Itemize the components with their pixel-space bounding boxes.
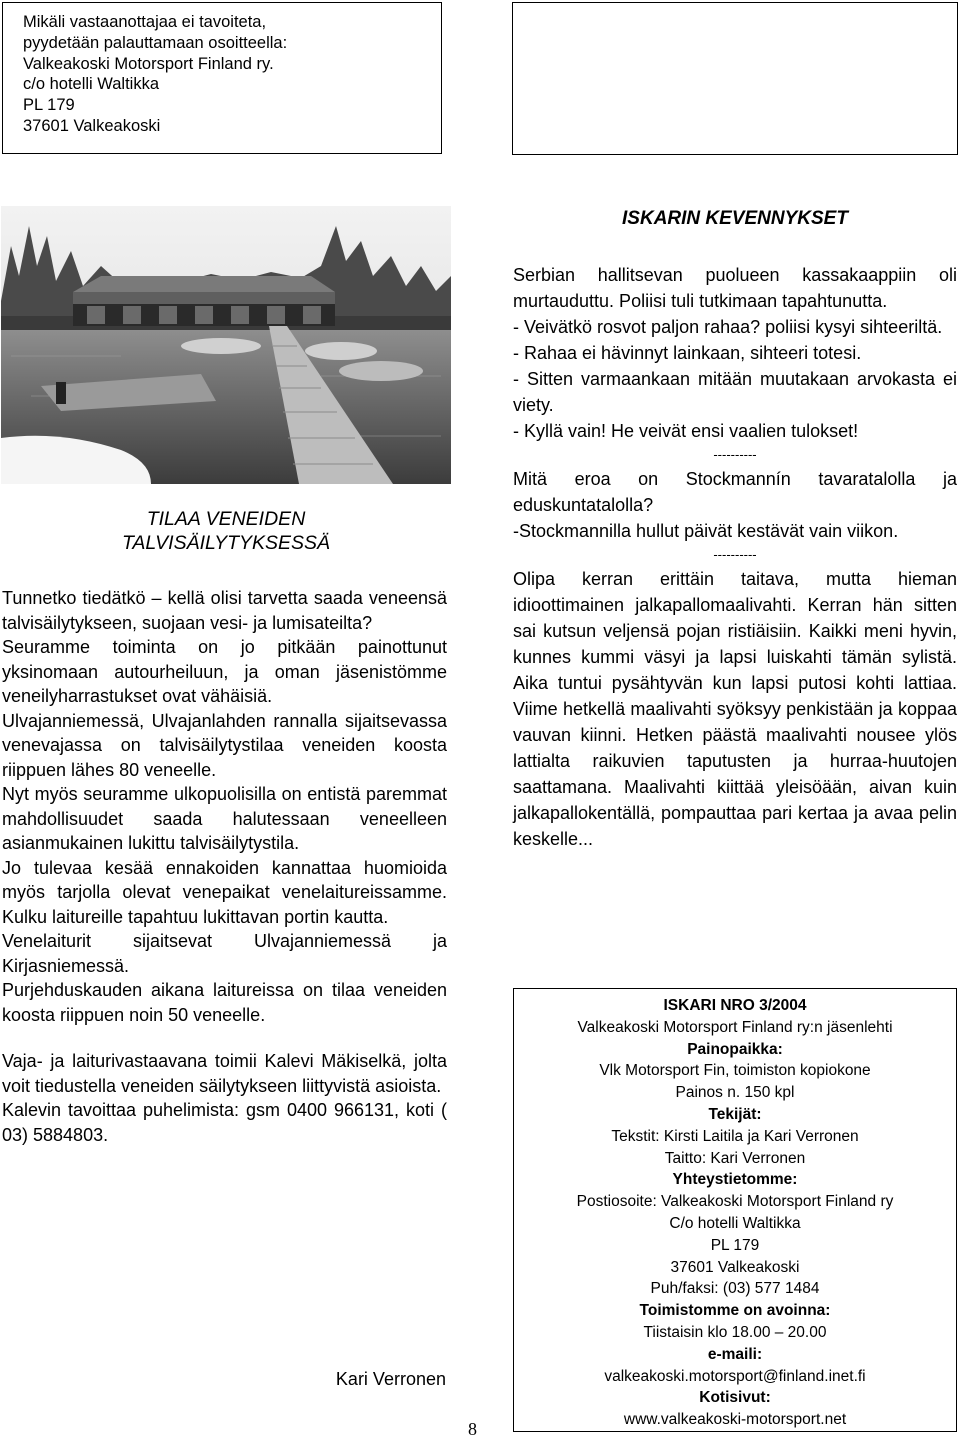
printing-value: Vlk Motorsport Fin, toimiston kopiokone [599, 1062, 871, 1080]
homepage-url: www.valkeakoski-motorsport.net [623, 1411, 847, 1429]
article-paragraph: Vaja- ja laiturivastaavana toimii Kalevi Mäkiselkä, jolta voit tiedustella veneiden säilytykseen liittyvistä asioista. [2, 1051, 447, 1096]
article-paragraph: Kalevin tavoittaa puhelimista: gsm 0400 966131, koti ( 03) 5884803. [2, 1100, 447, 1145]
page-number: 8 [468, 1419, 477, 1439]
issue-title: ISKARI NRO 3/2004 [663, 997, 807, 1014]
jokes-body [513, 262, 957, 852]
authors-text: Tekstit: Kirsti Laitila ja Kari Verronen [611, 1127, 859, 1145]
colophon-box [513, 988, 957, 1432]
return-address-line: Valkeakoski Motorsport Finland ry. [23, 54, 274, 73]
homepage-label: Kotisivut: [699, 1389, 771, 1407]
jokes-paragraph: - Sitten varmaankaan mitään muutakaan arvokasta ei viety. [513, 369, 957, 415]
jokes-paragraph: - Kyllä vain! He veivät ensi vaalien tulokset! [513, 421, 859, 441]
office-hours-label: Toimistomme on avoinna: [639, 1302, 831, 1320]
contact-line: PL 179 [710, 1236, 760, 1254]
article-paragraph: Nyt myös seuramme ulkopuolisilla on entistä paremmat mahdollisuudet saada halutessaan veneelleen asianmukainen lukittu talvisäilytystila. [2, 784, 447, 853]
article-paragraph: Ulvajanniemessä, Ulvajanlahden rannalla sijaitsevassa venevajassa on talvisäilytystilaa veneiden koosta riippuen lähes 80 veneelle. [2, 710, 447, 780]
article-paragraph: Jo tulevaa kesää ennakoiden kannattaa huomioida myös tarjolla olevat venepaikat venelaitureissamme. Kulku laitureille tapahtuu lukittavan portin kautta. [2, 857, 447, 927]
recipient-address-box [512, 2, 958, 155]
jokes-paragraph: -Stockmannilla hullut päivät kestävät vain viikon. [513, 521, 899, 541]
contact-label: Yhteystietomme: [672, 1171, 798, 1189]
printing-label: Painopaikka: [687, 1040, 783, 1058]
return-address-line: PL 179 [23, 96, 75, 115]
contact-line: Postiosoite: Valkeakoski Motorsport Finland ry [576, 1193, 894, 1211]
jokes-paragraph: - Veivätkö rosvot paljon rahaa? poliisi kysyi sihteeriltä. [513, 317, 943, 337]
article-body [2, 586, 447, 1147]
return-address-box [2, 2, 442, 154]
jokes-title: ISKARIN KEVENNYKSET [622, 208, 848, 229]
article-title-line: TALVISÄILYTYKSESSÄ [121, 532, 331, 554]
contact-line: Puh/faksi: (03) 577 1484 [650, 1280, 820, 1298]
article-title-line: TILAA VENEIDEN [146, 508, 306, 530]
contact-line: 37601 Valkeakoski [670, 1258, 800, 1276]
boat-shed-pier-photo [1, 206, 451, 484]
contact-line: C/o hotelli Waltikka [669, 1214, 801, 1232]
jokes-paragraph: Olipa kerran erittäin taitava, mutta hieman idioottimainen jalkapallomaalivahti. Kerran hän sitten sai kutsun veljensä pojan ristiäisiin. Kaikki meni hyvin, kunnes kummi väsyi ja lapsi luiskahti tämän sylistä. Aika tuntui pysähtyvän kun lapsi putosi kohti lattiaa. Viime hetkellä maalivahti syöksyy penkistään ja koppaa vauvan kiinni. Hetken päästä maalivahti nousee ylös lattialta raikuvien taputusten ja hurraa-huutojen saattamana. Maalivahti kiittää yleisöään, aivan kuin jalkapallokentällä, pompauttaa pari kertaa ja avaa pelin keskelle... [513, 569, 957, 849]
return-address-line: Mikäli vastaanottajaa ei tavoiteta, [23, 13, 267, 31]
return-address-line: c/o hotelli Waltikka [23, 75, 160, 94]
authors-layout: Taitto: Kari Verronen [664, 1149, 806, 1167]
article-paragraph: Purjehduskauden aikana laitureissa on tilaa veneiden koosta riippuen noin 50 veneelle. [2, 980, 447, 1025]
jokes-paragraph: Mitä eroa on Stockmannín tavaratalolla ja eduskuntatalolla? [513, 469, 957, 515]
office-hours: Tiistaisin klo 18.00 – 20.00 [643, 1323, 827, 1341]
article-paragraph: Venelaiturit sijaitsevat Ulvajanniemessä ja Kirjasniemessä. [2, 931, 447, 976]
jokes-separator: ---------- [713, 447, 757, 462]
return-address-line: 37601 Valkeakoski [23, 116, 161, 135]
article-title [0, 507, 452, 555]
issue-subtitle: Valkeakoski Motorsport Finland ry:n jäsenlehti [577, 1018, 893, 1036]
return-address-line: pyydetään palauttamaan osoitteella: [23, 33, 288, 52]
email-address: valkeakoski.motorsport@finland.inet.fi [604, 1367, 866, 1385]
article-paragraph: Seuramme toiminta on jo pitkään painottunut yksinomaan autourheiluun, ja oman jäsenistömme veneilyharrastukset ovat vähäisiä. [2, 637, 447, 706]
email-label: e-maili: [707, 1345, 763, 1363]
edition-text: Painos n. 150 kpl [675, 1084, 795, 1102]
jokes-paragraph: - Rahaa ei hävinnyt lainkaan, sihteeri totesi. [513, 343, 862, 363]
jokes-paragraph: Serbian hallitsevan puolueen kassakaappiin oli murtauduttu. Poliisi tuli tutkimaan tapahtunutta. [513, 265, 957, 311]
article-paragraph: Tunnetko tiedätkö – kellä olisi tarvetta saada veneensä talvisäilytykseen, suojaan vesi- ja lumisateilta? [2, 588, 447, 633]
article-signature: Kari Verronen [335, 1369, 446, 1389]
authors-label: Tekijät: [708, 1105, 762, 1123]
jokes-separator: ---------- [713, 547, 757, 562]
